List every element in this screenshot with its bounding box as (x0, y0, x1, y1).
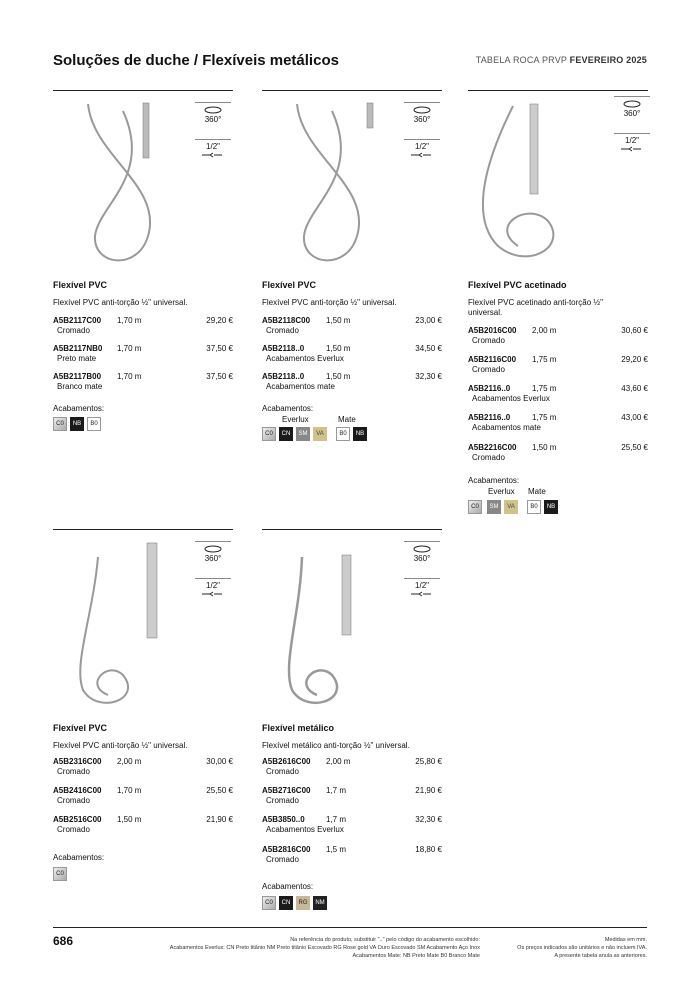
page-title: Soluções de duche / Flexíveis metálicos (53, 52, 339, 69)
product-code: A5B2716C00 (262, 786, 311, 795)
product-finish: Cromado (266, 767, 299, 776)
footnote-line: A presente tabela anula as anteriores. (554, 953, 647, 959)
finish-swatches (262, 427, 367, 441)
rotation-icon (622, 99, 642, 109)
everlux-label: Everlux (488, 487, 515, 496)
swatch-chrome[interactable]: C0 (262, 896, 276, 910)
product-image-hose (262, 535, 412, 710)
rotation-360-badge (404, 541, 440, 574)
footnote-line: Os preços indicados são unitários e não incluem IVA. (517, 945, 647, 951)
connector-icon (619, 145, 645, 153)
product-code: A5B2016C00 (468, 326, 517, 335)
feature-badges (195, 541, 231, 615)
product-finish: Acabamentos Everlux (266, 354, 344, 363)
product-description: Flexível PVC anti-torção ½" universal. (53, 741, 188, 750)
thread-label: 1/2" (625, 136, 639, 145)
finish-code-notes (110, 936, 480, 960)
swatch-rose-gold[interactable]: RG (296, 896, 310, 910)
product-image-hose (468, 96, 618, 271)
product-finish: Cromado (57, 796, 90, 805)
product-card-3 (468, 90, 648, 520)
thread-badge (195, 578, 231, 611)
product-name: Flexível PVC (262, 280, 317, 290)
rotation-label: 360° (623, 109, 641, 118)
thread-label: 1/2" (415, 581, 429, 590)
finishes-label: Acabamentos: (468, 476, 520, 485)
product-length: 1,50 m (117, 815, 142, 824)
swatch-titanium-black[interactable]: CN (279, 427, 293, 441)
feature-badges (404, 541, 440, 615)
footnote-line: Acabamentos Everlux: CN Preto titânio NM Preto titânio Escovado RG Rose gold VA Ouro Escovado SM Acabamento Aço Inox (169, 945, 480, 951)
product-finish: Cromado (57, 326, 90, 335)
footnote-line: Na referência do produto, substituir ".." pelo código do acabamento escolhido: (290, 937, 480, 943)
thread-badge (404, 139, 440, 172)
rotation-icon (412, 105, 432, 115)
product-finish: Cromado (57, 767, 90, 776)
product-code: A5B2117NB0 (53, 344, 103, 353)
swatch-matte-black[interactable]: NB (70, 417, 84, 431)
finishes-label: Acabamentos: (262, 882, 314, 891)
catalog-edition: FEVEREIRO 2025 (569, 55, 647, 65)
product-name: Flexível PVC (53, 280, 108, 290)
footnote-line: Medidas em mm. (604, 937, 647, 943)
product-image-hose (53, 96, 203, 271)
product-finish: Acabamentos mate (266, 382, 335, 391)
product-price: 32,30 € (415, 372, 442, 381)
product-code: A5B2116..0 (468, 384, 511, 393)
product-finish: Branco mate (57, 382, 103, 391)
rotation-label: 360° (204, 554, 222, 563)
product-length: 1,70 m (117, 786, 142, 795)
footnote-line: Acabamentos Mate: NB Preto Mate B0 Branco Mate (352, 953, 480, 959)
product-finish: Cromado (266, 796, 299, 805)
product-price: 23,00 € (415, 316, 442, 325)
thread-label: 1/2" (206, 142, 220, 151)
product-image-hose (53, 535, 203, 710)
mate-label: Mate (528, 487, 546, 496)
product-finish: Cromado (266, 855, 299, 864)
product-length: 1,75 m (532, 413, 557, 422)
product-code: A5B2416C00 (53, 786, 102, 795)
swatch-matte-white[interactable]: B0 (336, 427, 350, 441)
swatch-chrome[interactable]: C0 (53, 867, 67, 881)
product-description: Flexível PVC acetinado anti-torção ½" universal. (468, 298, 603, 317)
product-length: 1,50 m (532, 443, 557, 452)
product-finish: Cromado (472, 365, 505, 374)
rotation-label: 360° (413, 115, 431, 124)
product-length: 1,70 m (117, 372, 142, 381)
product-price: 30,60 € (621, 326, 648, 335)
rotation-360-badge (614, 96, 650, 129)
swatch-matte-white[interactable]: B0 (87, 417, 101, 431)
product-description: Flexível PVC anti-torção ½" universal. (53, 298, 188, 307)
product-price: 21,90 € (415, 786, 442, 795)
finishes-label: Acabamentos: (53, 404, 105, 413)
product-length: 1,5 m (326, 845, 347, 854)
product-card-2 (262, 90, 442, 450)
rotation-360-badge (195, 102, 231, 135)
mate-label: Mate (338, 415, 356, 424)
product-price: 25,50 € (206, 786, 233, 795)
product-code: A5B2118..0 (262, 344, 305, 353)
product-code: A5B2116C00 (468, 355, 517, 364)
product-finish: Acabamentos mate (472, 423, 541, 432)
product-length: 1,7 m (326, 786, 347, 795)
finish-swatches (468, 500, 558, 514)
swatch-matte-black[interactable]: NB (353, 427, 367, 441)
product-length: 1,75 m (532, 355, 557, 364)
catalog-label (476, 55, 647, 65)
finishes-label: Acabamentos: (262, 404, 314, 413)
product-length: 1,75 m (532, 384, 557, 393)
divider (53, 529, 233, 530)
thread-badge (614, 133, 650, 166)
product-finish: Cromado (266, 326, 299, 335)
product-length: 2,00 m (117, 757, 142, 766)
product-length: 1,50 m (326, 344, 351, 353)
product-finish: Preto mate (57, 354, 97, 363)
product-code: A5B2316C00 (53, 757, 102, 766)
product-finish: Acabamentos Everlux (472, 394, 550, 403)
product-code: A5B2117B00 (53, 372, 102, 381)
product-card-4 (53, 529, 233, 889)
product-price: 25,50 € (621, 443, 648, 452)
rotation-360-badge (195, 541, 231, 574)
product-price: 30,00 € (206, 757, 233, 766)
product-length: 1,50 m (326, 372, 351, 381)
swatch-brushed-gold[interactable]: VA (313, 427, 327, 441)
product-price: 21,90 € (206, 815, 233, 824)
swatch-chrome[interactable]: C0 (262, 427, 276, 441)
everlux-label: Everlux (282, 415, 309, 424)
thread-badge (404, 578, 440, 611)
feature-badges (614, 96, 650, 170)
product-price: 29,20 € (206, 316, 233, 325)
page-number: 686 (53, 934, 74, 948)
thread-label: 1/2" (415, 142, 429, 151)
product-name: Flexível PVC acetinado (468, 280, 567, 290)
rotation-360-badge (404, 102, 440, 135)
product-finish: Acabamentos Everlux (266, 825, 344, 834)
product-description: Flexível metálico anti-torção ½" universal. (262, 741, 410, 750)
divider (468, 90, 648, 91)
rotation-icon (203, 544, 223, 554)
swatch-matte-black[interactable]: NB (544, 500, 558, 514)
product-code: A5B2216C00 (468, 443, 517, 452)
product-price: 29,20 € (621, 355, 648, 364)
product-code: A5B2616C00 (262, 757, 311, 766)
product-code: A5B2816C00 (262, 845, 311, 854)
swatch-stainless[interactable]: SM (296, 427, 310, 441)
pricing-notes (470, 936, 647, 960)
finish-swatches (53, 867, 67, 881)
rotation-icon (203, 105, 223, 115)
product-image-hose (262, 96, 412, 271)
product-card-1 (53, 90, 233, 450)
product-length: 1,70 m (117, 316, 142, 325)
finish-swatches (262, 896, 327, 910)
product-price: 43,00 € (621, 413, 648, 422)
rotation-label: 360° (204, 115, 222, 124)
product-price: 18,80 € (415, 845, 442, 854)
product-price: 34,50 € (415, 344, 442, 353)
product-name: Flexível PVC (53, 723, 108, 733)
swatch-stainless[interactable]: SM (487, 500, 501, 514)
product-price: 37,50 € (206, 344, 233, 353)
divider (262, 529, 442, 530)
product-length: 1,70 m (117, 344, 142, 353)
product-code: A5B2117C00 (53, 316, 102, 325)
product-card-5 (262, 529, 442, 909)
feature-badges (404, 102, 440, 176)
product-price: 43,60 € (621, 384, 648, 393)
connector-icon (200, 590, 226, 598)
product-description: Flexível PVC anti-torção ½" universal. (262, 298, 397, 307)
feature-badges (195, 102, 231, 176)
product-price: 37,50 € (206, 372, 233, 381)
product-length: 1,50 m (326, 316, 351, 325)
product-code: A5B2516C00 (53, 815, 102, 824)
divider (262, 90, 442, 91)
product-price: 32,30 € (415, 815, 442, 824)
connector-icon (409, 590, 435, 598)
swatch-chrome[interactable]: C0 (53, 417, 67, 431)
product-length: 1,7 m (326, 815, 347, 824)
rotation-label: 360° (413, 554, 431, 563)
catalog-prefix: TABELA ROCA PRVP (475, 55, 567, 65)
finish-swatches (53, 417, 101, 431)
swatch-matte-white[interactable]: B0 (527, 500, 541, 514)
product-finish: Cromado (57, 825, 90, 834)
thread-badge (195, 139, 231, 172)
connector-icon (200, 151, 226, 159)
product-code: A5B2118C00 (262, 316, 311, 325)
footer-divider (53, 927, 647, 928)
product-length: 2,00 m (532, 326, 557, 335)
product-finish: Cromado (472, 453, 505, 462)
thread-label: 1/2" (206, 581, 220, 590)
swatch-titanium-black[interactable]: CN (279, 896, 293, 910)
swatch-brushed-titanium-black[interactable]: NM (313, 896, 327, 910)
finishes-label: Acabamentos: (53, 853, 105, 862)
divider (53, 90, 233, 91)
product-price: 25,80 € (415, 757, 442, 766)
swatch-brushed-gold[interactable]: VA (504, 500, 518, 514)
product-code: A5B3850..0 (262, 815, 305, 824)
product-code: A5B2118..0 (262, 372, 305, 381)
rotation-icon (412, 544, 432, 554)
product-finish: Cromado (472, 336, 505, 345)
product-name: Flexível metálico (262, 723, 335, 733)
connector-icon (409, 151, 435, 159)
swatch-chrome[interactable]: C0 (468, 500, 482, 514)
product-length: 2,00 m (326, 757, 351, 766)
product-code: A5B2116..0 (468, 413, 511, 422)
